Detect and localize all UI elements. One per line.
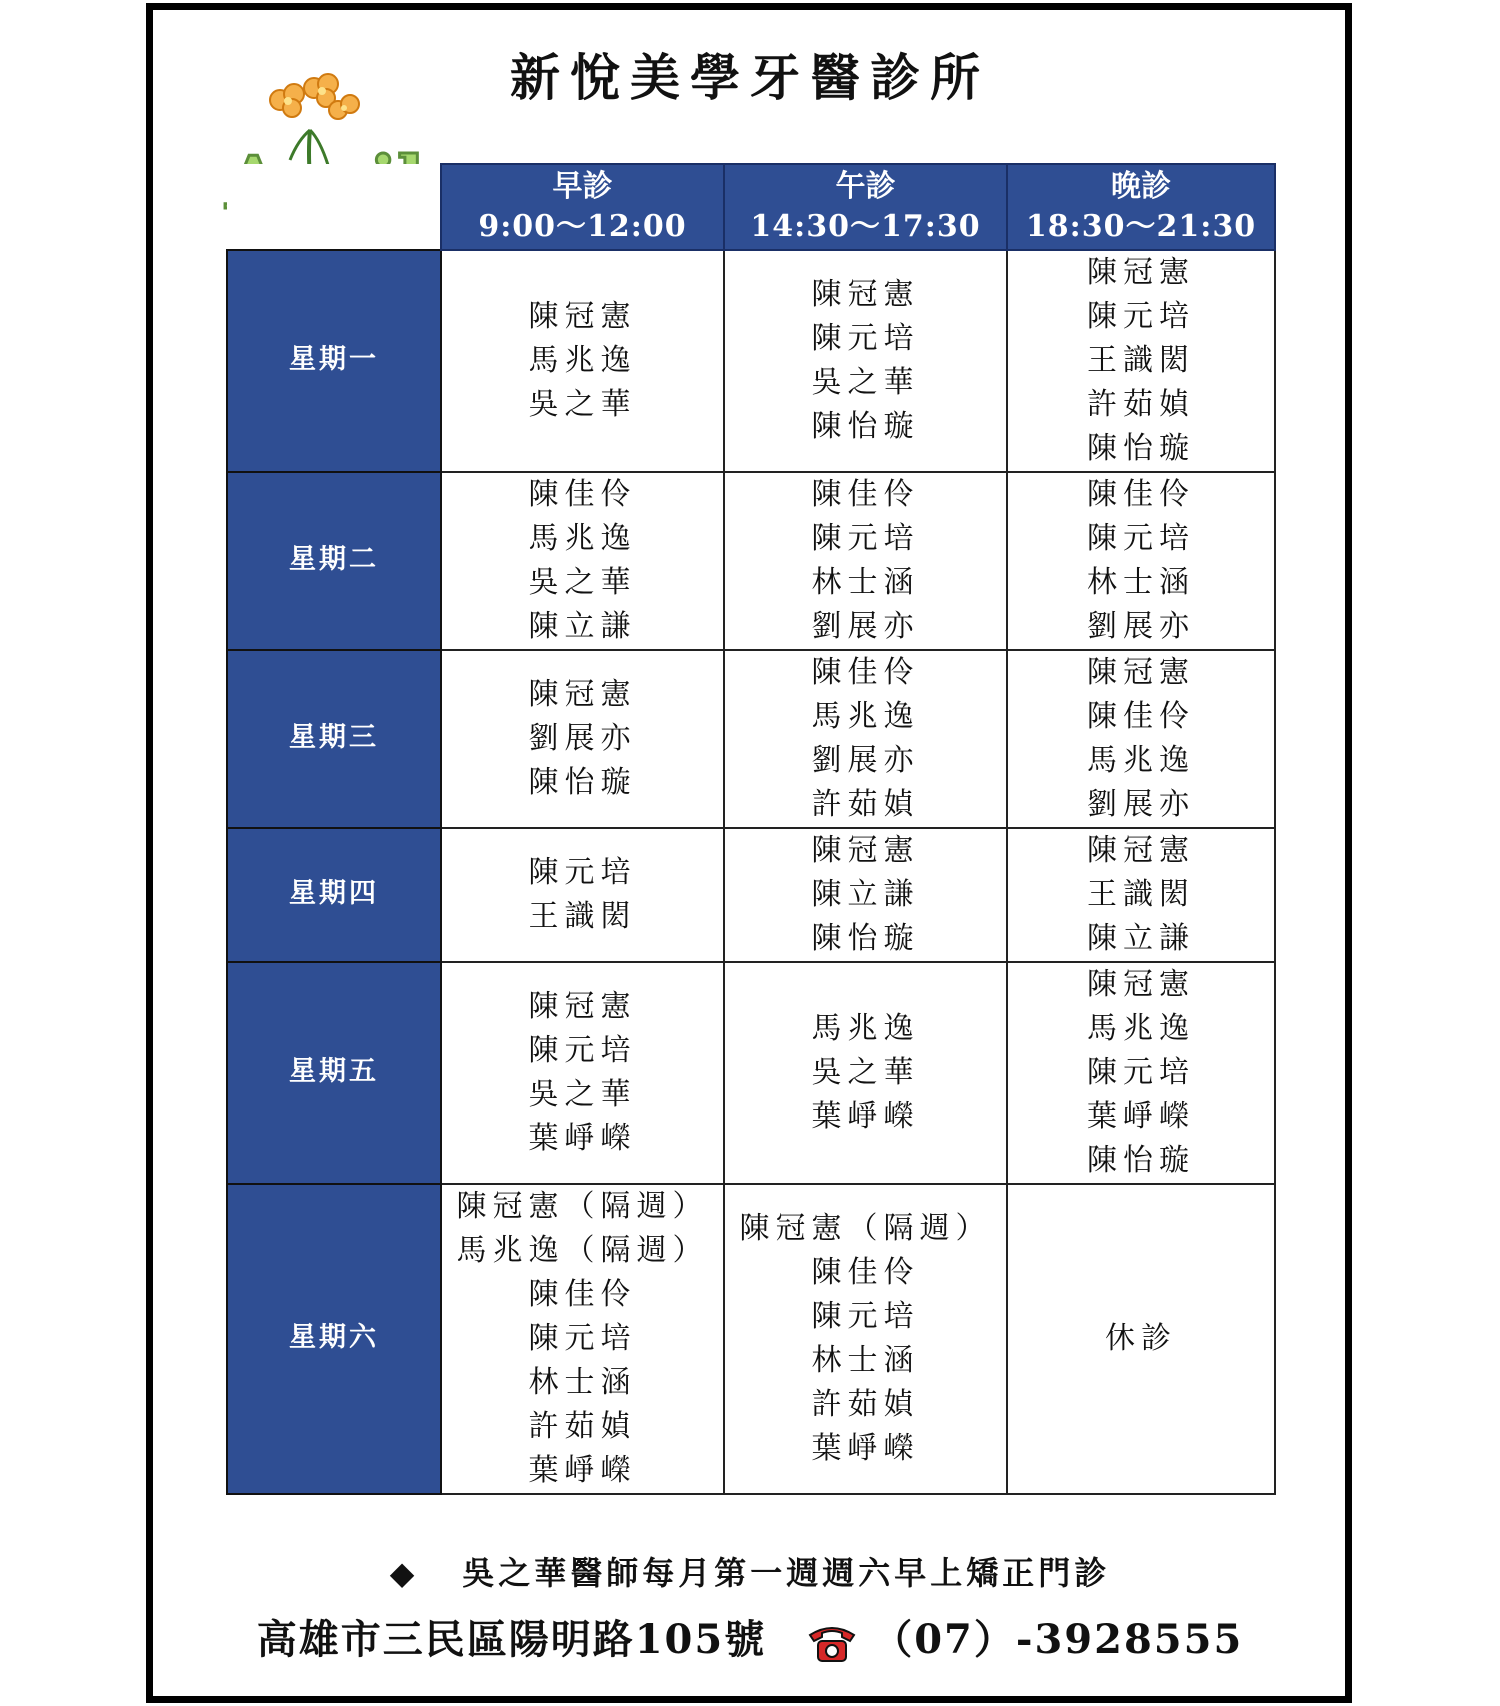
doctor-name: 陳冠憲（隔週）: [739, 1211, 992, 1246]
doctor-name: 葉崢嶸: [811, 1099, 920, 1134]
day-row: [227, 472, 1275, 650]
doctor-name: 王識閎: [1087, 343, 1195, 378]
session-name: 晚診: [1111, 169, 1171, 204]
doctor-list: [529, 295, 637, 427]
doctor-name: 馬兆逸: [528, 521, 637, 556]
day-row: [227, 250, 1275, 472]
doctor-name: 葉崢嶸: [528, 1121, 637, 1156]
doctor-list: [812, 1007, 920, 1139]
doctor-list: [1087, 473, 1195, 649]
doctor-list: [812, 473, 920, 649]
doctor-name: 陳冠憲: [528, 989, 637, 1024]
doctor-name: 陳佳伶: [811, 655, 920, 690]
doctor-name: 陳元培: [528, 1033, 637, 1068]
doctor-list: [812, 651, 920, 827]
doctor-name: 馬兆逸: [1087, 743, 1195, 778]
doctor-name: 陳元培: [528, 1321, 637, 1356]
doctor-name: 陳佳伶: [1087, 477, 1195, 512]
telephone-icon: [806, 1623, 858, 1663]
schedule-cell: [724, 962, 1007, 1184]
doctor-name: 劉展亦: [528, 721, 637, 756]
doctor-name: 林士涵: [811, 565, 920, 600]
doctor-list: [457, 1185, 709, 1493]
day-label: 星期四: [289, 877, 379, 909]
doctor-list: [1087, 251, 1195, 471]
doctor-list: [1087, 651, 1195, 827]
doctor-list: [529, 673, 637, 805]
doctor-name: 陳怡璇: [1087, 431, 1195, 466]
schedule-cell: [441, 828, 724, 962]
doctor-name: 陳元培: [811, 1299, 920, 1334]
doctor-list: [1087, 829, 1195, 961]
doctor-name: 馬兆逸: [1087, 1011, 1195, 1046]
doctor-name: 陳佳伶: [811, 477, 920, 512]
day-label: 星期二: [289, 543, 379, 575]
schedule-cell: [724, 828, 1007, 962]
session-header-afternoon: [724, 164, 1007, 250]
clinic-title: 新悅美學牙醫診所: [510, 48, 990, 107]
header-corner: [227, 164, 441, 250]
schedule-cell: [1007, 472, 1275, 650]
doctor-list: [740, 1207, 992, 1471]
doctor-name: 吳之華: [528, 1077, 637, 1112]
schedule-cell: [1007, 828, 1275, 962]
doctor-name: 陳佳伶: [811, 1255, 920, 1290]
day-label-cell: [227, 650, 441, 828]
doctor-name: 陳冠憲: [1087, 967, 1195, 1002]
session-header-morning: [441, 164, 724, 250]
session-name: 午診: [835, 169, 896, 204]
schedule-cell: [441, 962, 724, 1184]
doctor-list: [529, 473, 637, 649]
schedule-table: [226, 163, 1276, 1495]
doctor-name: 陳元培: [1087, 521, 1195, 556]
doctor-name: 林士涵: [528, 1365, 637, 1400]
doctor-list: [812, 829, 920, 961]
doctor-name: 王識閎: [1087, 877, 1195, 912]
doctor-name: 劉展亦: [811, 609, 920, 644]
day-label: 星期五: [289, 1055, 379, 1087]
doctor-name: 劉展亦: [1087, 787, 1195, 822]
schedule-cell: [1007, 250, 1275, 472]
doctor-name: 陳怡璇: [811, 409, 920, 444]
day-label-cell: [227, 250, 441, 472]
notice-text: 吳之華醫師每月第一週週六早上矯正門診: [462, 1554, 1111, 1592]
schedule-cell: [724, 650, 1007, 828]
doctor-name: 馬兆逸: [528, 343, 637, 378]
session-header-row: [227, 164, 1275, 250]
doctor-name: 陳佳伶: [528, 1277, 637, 1312]
contact-line: [0, 1608, 1500, 1665]
day-row: [227, 1184, 1275, 1494]
doctor-name: 馬兆逸（隔週）: [456, 1233, 709, 1268]
doctor-name: 陳怡璇: [1087, 1143, 1195, 1178]
session-time: 18:30～21:30: [1025, 209, 1257, 244]
day-label-cell: [227, 472, 441, 650]
doctor-name: 陳怡璇: [528, 765, 637, 800]
day-label: 星期一: [289, 343, 379, 375]
schedule-cell: [1007, 650, 1275, 828]
doctor-name: 陳元培: [811, 521, 920, 556]
session-time: 14:30～17:30: [750, 209, 981, 244]
day-label-cell: [227, 1184, 441, 1494]
schedule-cell: [441, 472, 724, 650]
notice-line: [0, 1548, 1500, 1594]
doctor-list: [1087, 963, 1195, 1183]
session-time: 9:00～12:00: [478, 209, 687, 244]
doctor-name: 陳冠憲: [811, 833, 920, 868]
doctor-name: 陳冠憲: [1087, 655, 1195, 690]
day-row: [227, 962, 1275, 1184]
day-label: 星期三: [289, 721, 379, 753]
closed-label: 休診: [1105, 1321, 1177, 1356]
doctor-name: 林士涵: [811, 1343, 920, 1378]
doctor-name: 陳立謙: [1087, 921, 1195, 956]
address-text: 高雄市三民區陽明路105號: [256, 1616, 767, 1663]
doctor-name: 陳怡璇: [811, 921, 920, 956]
doctor-name: 陳元培: [1087, 1055, 1195, 1090]
schedule-cell: [441, 1184, 724, 1494]
doctor-name: 許茹媜: [811, 787, 920, 822]
schedule-cell: [441, 650, 724, 828]
doctor-list: [529, 985, 637, 1161]
doctor-name: 吳之華: [811, 1055, 920, 1090]
schedule-cell: [1007, 1184, 1275, 1494]
doctor-name: 葉崢嶸: [811, 1431, 920, 1466]
doctor-name: 吳之華: [528, 565, 637, 600]
diamond-bullet-icon: ◆: [389, 1554, 419, 1592]
doctor-name: 陳冠憲: [1087, 833, 1195, 868]
doctor-name: 馬兆逸: [811, 1011, 920, 1046]
doctor-name: 陳冠憲: [528, 299, 637, 334]
session-name: 早診: [552, 169, 613, 204]
session-header-evening: [1007, 164, 1275, 250]
phone-number: （07）-3928555: [872, 1616, 1244, 1663]
doctor-name: 吳之華: [811, 365, 920, 400]
doctor-name: 林士涵: [1087, 565, 1195, 600]
doctor-name: 葉崢嶸: [1087, 1099, 1195, 1134]
doctor-name: 陳立謙: [528, 609, 637, 644]
day-label-cell: [227, 828, 441, 962]
doctor-name: 陳冠憲: [528, 677, 637, 712]
doctor-list: [1105, 1317, 1177, 1361]
doctor-name: 陳冠憲: [1087, 255, 1195, 290]
doctor-name: 陳冠憲（隔週）: [456, 1189, 709, 1224]
doctor-name: 許茹媜: [528, 1409, 637, 1444]
day-row: [227, 650, 1275, 828]
doctor-name: 吳之華: [528, 387, 637, 422]
doctor-list: [529, 851, 637, 939]
doctor-name: 陳元培: [1087, 299, 1195, 334]
schedule-cell: [441, 250, 724, 472]
doctor-name: 陳佳伶: [528, 477, 637, 512]
doctor-name: 劉展亦: [1087, 609, 1195, 644]
day-label-cell: [227, 962, 441, 1184]
doctor-list: [812, 273, 920, 449]
doctor-name: 陳冠憲: [811, 277, 920, 312]
schedule-cell: [1007, 962, 1275, 1184]
doctor-name: 馬兆逸: [811, 699, 920, 734]
doctor-name: 陳佳伶: [1087, 699, 1195, 734]
day-label: 星期六: [289, 1321, 379, 1353]
doctor-name: 陳元培: [811, 321, 920, 356]
doctor-name: 葉崢嶸: [528, 1453, 637, 1488]
doctor-name: 劉展亦: [811, 743, 920, 778]
doctor-name: 陳立謙: [811, 877, 920, 912]
schedule-cell: [724, 472, 1007, 650]
schedule-cell: [724, 250, 1007, 472]
doctor-name: 許茹媜: [1087, 387, 1195, 422]
schedule-cell: [724, 1184, 1007, 1494]
day-row: [227, 828, 1275, 962]
doctor-name: 陳元培: [528, 855, 637, 890]
doctor-name: 王識閎: [528, 899, 637, 934]
doctor-name: 許茹媜: [811, 1387, 920, 1422]
